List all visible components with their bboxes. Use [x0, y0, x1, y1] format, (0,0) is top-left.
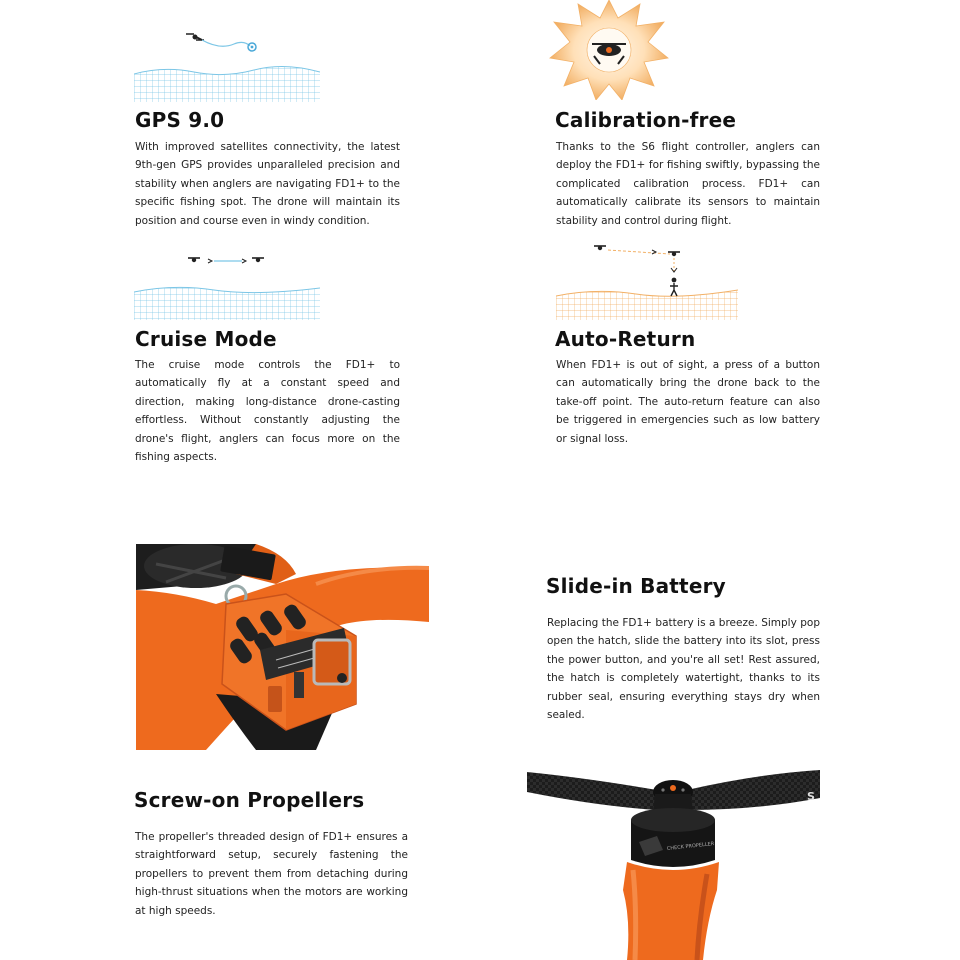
calibration-body: Thanks to the S6 flight controller, anglers can deploy the FD1+ for fishing swiftly, bypassing the complicated calibration process. FD1+ can automatically calibrate its sensors to maintain stability and control during flight.: [556, 141, 820, 227]
propellers-body: The propeller's threaded design of FD1+ ensures a straightforward setup, securely fastening the propellers to prevent them from detaching during high-thrust situations when the motors are working at high speeds.: [135, 831, 408, 917]
propellers-title: Screw-on Propellers: [134, 788, 365, 812]
gps-illustration: [134, 26, 320, 102]
drone-calibration-burst-icon: [550, 0, 668, 100]
battery-title: Slide-in Battery: [546, 574, 726, 598]
drone-gps-target-icon: [186, 34, 256, 51]
propeller-photo: [527, 770, 820, 960]
drone-return-home-icon: [594, 246, 680, 296]
svg-text:CHECK PROPELLER: CHECK PROPELLER: [666, 841, 715, 852]
auto-return-title: Auto-Return: [555, 327, 696, 351]
calibration-title: Calibration-free: [555, 108, 737, 132]
battery-body: Replacing the FD1+ battery is a breeze. Simply pop open the hatch, slide the battery into its slot, press the power button, and you're all set! Rest assured, the hatch is completely watertight, thanks to its rubber seal, ensuring everything stays dry when sealed.: [547, 617, 820, 722]
cruise-body: The cruise mode controls the FD1+ to automatically fly at a constant speed and direction, making long-distance drone-casting effortless. Without constantly adjusting the drone's flight, anglers can focus more on the fishing aspects.: [135, 359, 400, 464]
calibration-illustration: [548, 0, 670, 100]
svg-text:S: S: [807, 790, 815, 803]
gps-body: With improved satellites connectivity, the latest 9th-gen GPS provides unparalleled precision and stability when anglers are navigating FD1+ to the specific fishing spot. The drone will maintain its position and course even in windy condition.: [135, 141, 400, 227]
drone-cruise-path-icon: [188, 258, 264, 263]
auto-return-illustration: [556, 238, 738, 320]
cruise-illustration: [134, 246, 320, 320]
gps-title: GPS 9.0: [135, 108, 225, 132]
cruise-title: Cruise Mode: [135, 327, 277, 351]
auto-return-body: When FD1+ is out of sight, a press of a button can automatically bring the drone back to the take-off point. The auto-return feature can also be triggered in emergencies such as low battery or signal loss.: [556, 359, 820, 445]
battery-photo: [136, 544, 429, 750]
